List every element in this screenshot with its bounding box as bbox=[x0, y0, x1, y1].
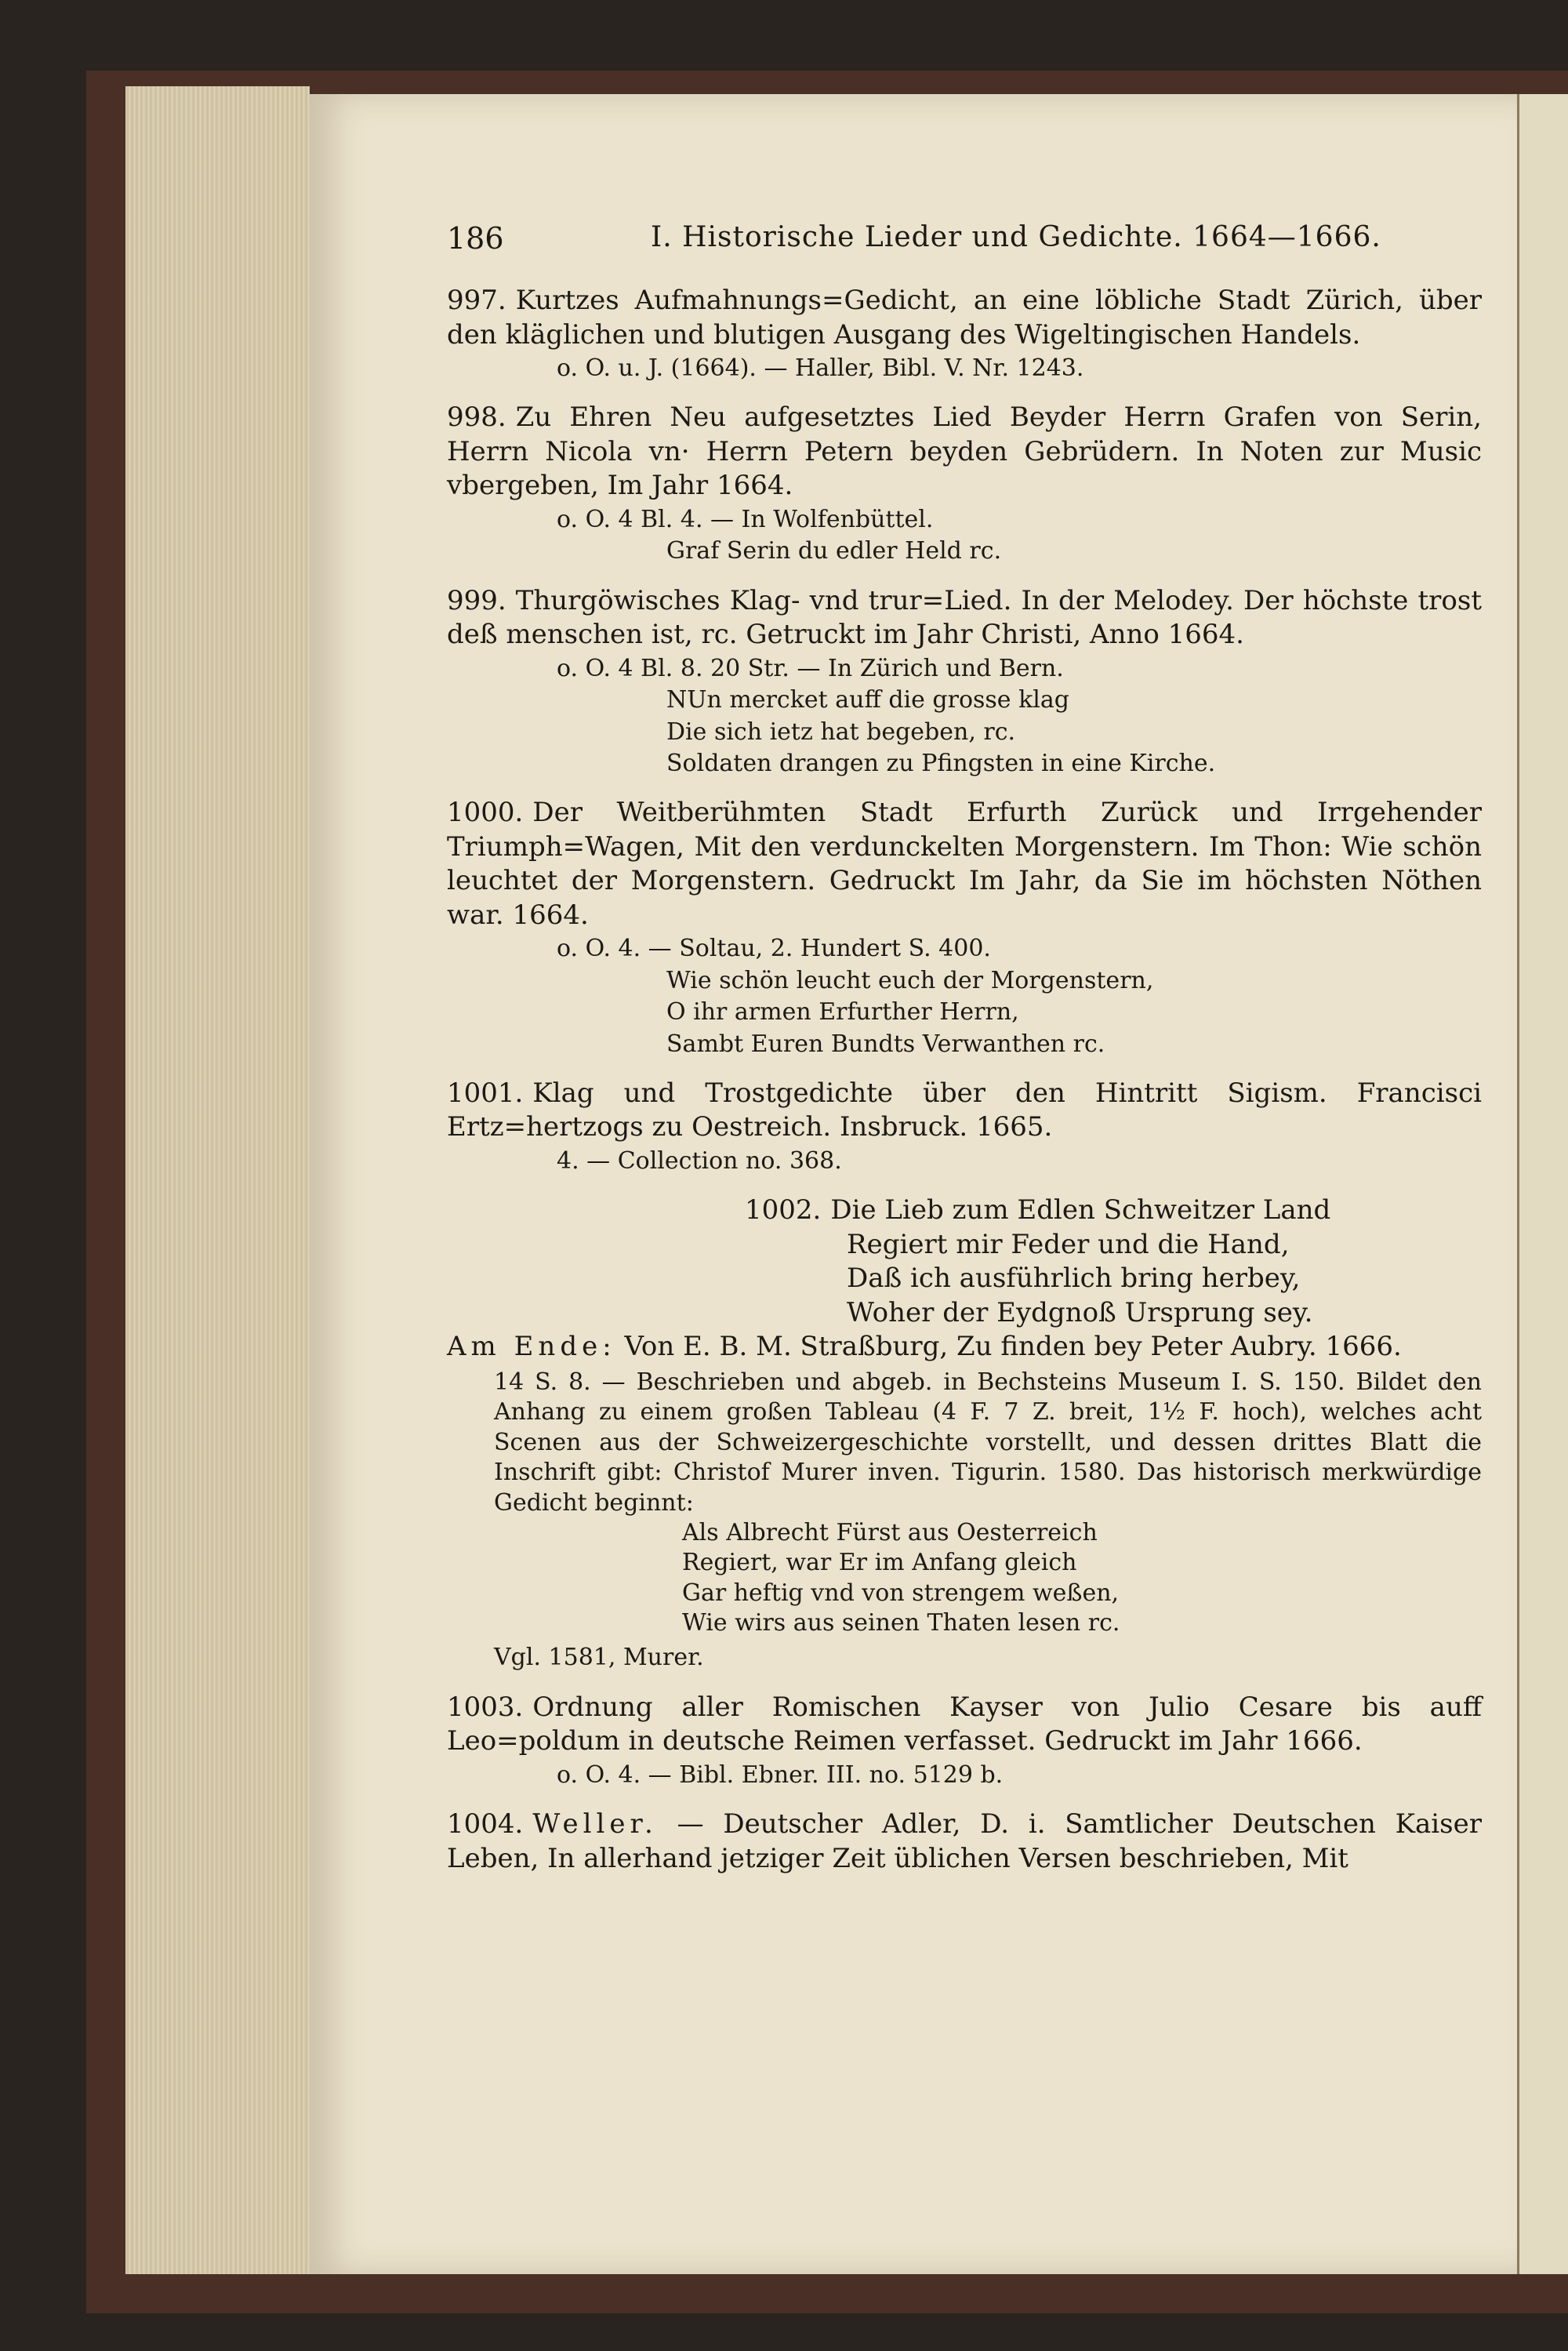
note-quote bbox=[682, 1518, 1482, 1639]
entry-number: 1002. bbox=[745, 1194, 822, 1226]
am-ende-line bbox=[447, 1330, 1482, 1364]
entry-text: 998. Zu Ehren Neu aufgesetztes Lied Beyder Herrn Grafen von Serin, Herrn Nicola vn· Herrn Petern beyden Gebrüdern. In Noten zur Music vbergeben, Im Jahr 1664. bbox=[447, 402, 1482, 502]
quote-line: Die sich ietz hat begeben, rc. bbox=[666, 718, 1016, 746]
am-ende-label: Am Ende: bbox=[447, 1331, 616, 1363]
entry-author: Weller. bbox=[532, 1808, 658, 1840]
entry-text: 1004. Weller. — Deutscher Adler, D. i. Samtlicher Deutschen Kaiser Leben, In allerhand jetziger Zeit üblichen Versen beschrieben, Mit bbox=[447, 1808, 1483, 1874]
entry-item bbox=[447, 284, 1482, 383]
running-title: I. Historische Lieder und Gedichte. 1664—1666. bbox=[651, 221, 1381, 253]
entry-meta: o. O. 4. — Bibl. Ebner. III. no. 5129 b. bbox=[557, 1761, 1004, 1789]
entry-item bbox=[447, 401, 1482, 566]
quote-line: Regiert, war Er im Anfang gleich bbox=[682, 1549, 1077, 1577]
entry-item bbox=[447, 1077, 1482, 1176]
poem-line: 1002. Die Lieb zum Edlen Schweitzer Land bbox=[745, 1194, 1331, 1226]
quote-line: Sambt Euren Bundts Verwanthen rc. bbox=[666, 1030, 1105, 1058]
entry-number: 1001. bbox=[447, 1077, 524, 1109]
quote-line: Wie wirs aus seinen Thaten lesen rc. bbox=[682, 1609, 1120, 1637]
entry-number: 997. bbox=[447, 285, 506, 316]
running-head bbox=[447, 212, 1482, 267]
entry-meta: o. O. 4 Bl. 4. — In Wolfenbüttel. bbox=[557, 505, 934, 533]
poem-line: Regiert mir Feder und die Hand, bbox=[847, 1228, 1290, 1260]
poem-line: Woher der Eydgnoß Ursprung sey. bbox=[847, 1296, 1313, 1328]
entry-text: 1001. Klag und Trostgedichte über den Hintritt Sigism. Francisci Ertz=hertzogs zu Oestreich. Insbruck. 1665. bbox=[447, 1077, 1482, 1143]
quote-line: Soldaten drangen zu Pfingsten in eine Kirche. bbox=[666, 749, 1216, 777]
entry-number: 1003. bbox=[447, 1691, 524, 1723]
entry-meta: o. O. 4 Bl. 8. 20 Str. — In Zürich und Bern. bbox=[557, 654, 1064, 682]
page-number: 186 bbox=[447, 221, 504, 256]
entry-list bbox=[447, 284, 1482, 1176]
quote-line: NUn mercket auff die grosse klag bbox=[666, 686, 1069, 714]
entry-text: 999. Thurgöwisches Klag- vnd trur=Lied. In der Melodey. Der höchste trost deß menschen ist, rc. Getruckt im Jahr Christi, Anno 1664. bbox=[447, 584, 1482, 651]
entry-number: 1000. bbox=[447, 797, 524, 829]
quote-line: Gar heftig vnd von strengem weßen, bbox=[682, 1579, 1120, 1607]
entry-meta: o. O. 4. — Soltau, 2. Hundert S. 400. bbox=[557, 935, 991, 963]
entry-number: 999. bbox=[447, 584, 506, 616]
quote-line: O ihr armen Erfurther Herrn, bbox=[666, 998, 1019, 1027]
entry-text: 997. Kurtzes Aufmahnungs=Gedicht, an eine löbliche Stadt Zürich, über den kläglichen und blutigen Ausgang des Wigeltingischen Handels. bbox=[447, 285, 1482, 351]
page-edges bbox=[125, 86, 310, 2274]
entry-1003 bbox=[447, 1691, 1482, 1790]
poem-line: Daß ich ausführlich bring herbey, bbox=[847, 1263, 1301, 1295]
entry-meta: o. O. u. J. (1664). — Haller, Bibl. V. Nr. 1243. bbox=[557, 354, 1084, 383]
next-page-edge bbox=[1517, 94, 1568, 2274]
quote-line: Als Albrecht Fürst aus Oesterreich bbox=[682, 1518, 1098, 1546]
entry-text: 1000. Der Weitberühmten Stadt Erfurth Zurück und Irrgehender Triumph=Wagen, Mit den verdunckelten Morgenstern. Im Thon: Wie schön leuchtet der Morgenstern. Gedruckt Im Jahr, da Sie im höchsten Nöthen war. 1664. bbox=[447, 797, 1482, 931]
quote-line: Graf Serin du edler Held rc. bbox=[666, 537, 1002, 565]
entry-number: 998. bbox=[447, 402, 506, 434]
page-content bbox=[447, 212, 1482, 1876]
entry-1002-poem bbox=[745, 1194, 1482, 1330]
quote-line: Wie schön leucht euch der Morgenstern, bbox=[666, 966, 1154, 994]
entry-note: 14 S. 8. — Beschrieben und abgeb. in Bechsteins Museum I. S. 150. Bildet den Anhang zu einem großen Tableau (4 F. 7 Z. breit, 1½ F. hoch), welches acht Scenen aus der Schweizergeschichte vorstellt, und dessen drittes Blatt die Inschrift gibt: Christof Murer inven. Tigurin. 1580. Das historisch merkwürdige Gedicht beginnt: bbox=[494, 1368, 1482, 1517]
am-ende-text: Von E. B. M. Straßburg, Zu finden bey Peter Aubry. 1666. bbox=[624, 1331, 1402, 1363]
entry-meta: 4. — Collection no. 368. bbox=[557, 1147, 842, 1175]
entry-number: 1004. bbox=[447, 1808, 524, 1840]
entry-1004 bbox=[447, 1808, 1482, 1876]
entry-item bbox=[447, 584, 1482, 779]
entry-text: 1003. Ordnung aller Romischen Kayser von Julio Cesare bis auff Leo=poldum in deutsche Reimen verfasset. Gedruckt im Jahr 1666. bbox=[447, 1691, 1482, 1757]
entry-item bbox=[447, 796, 1482, 1059]
entry-1002 bbox=[447, 1194, 1482, 1673]
cross-reference: Vgl. 1581, Murer. bbox=[494, 1644, 704, 1672]
